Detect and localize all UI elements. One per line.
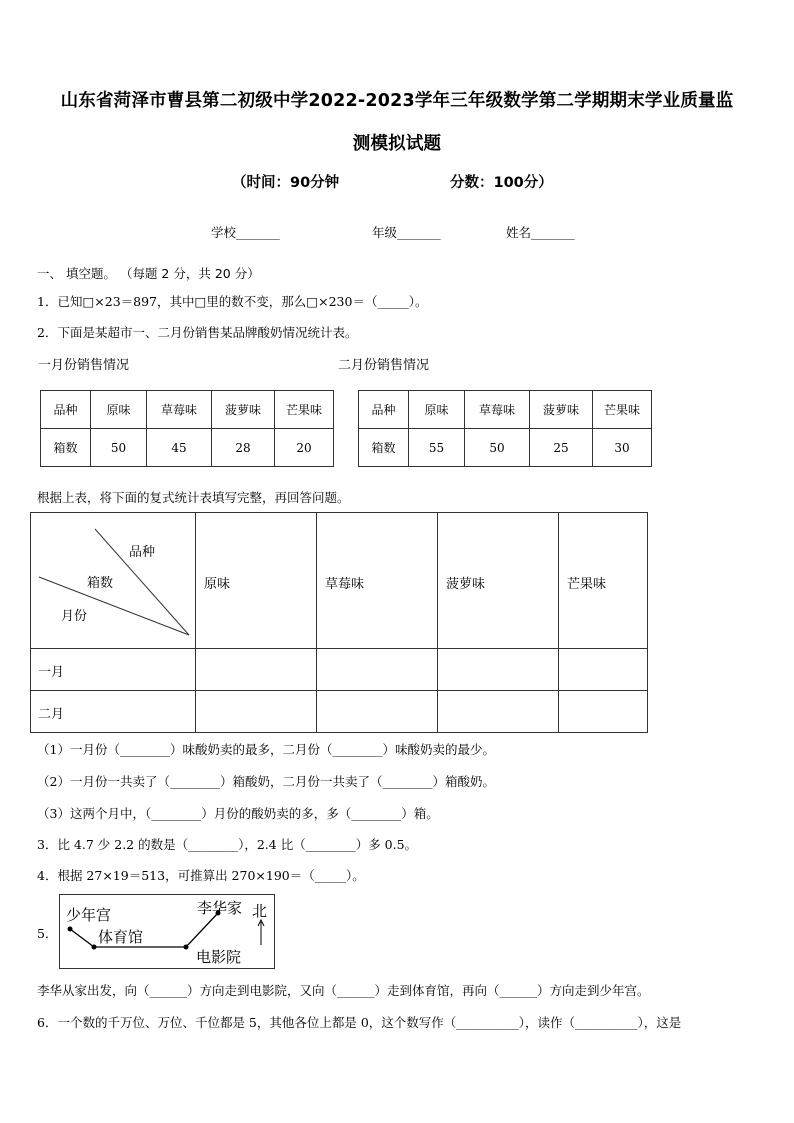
label-tiyuguan: 体育馆 bbox=[98, 928, 144, 946]
table-cell: 20 bbox=[275, 429, 334, 467]
column-header: 原味 bbox=[196, 513, 317, 649]
table-header-cell: 芒果味 bbox=[593, 391, 652, 429]
blank-cell[interactable] bbox=[438, 691, 559, 733]
question-2: 2．下面是某超市一、二月份销售某品牌酸奶情况统计表。 bbox=[37, 325, 358, 340]
column-header: 菠萝味 bbox=[438, 513, 559, 649]
label-shaoniangong: 少年宫 bbox=[66, 906, 112, 924]
table-cell: 箱数 bbox=[359, 429, 409, 467]
question-2-part-3: （3）这两个月中，（________）月份的酸奶卖的多，多（________）箱。 bbox=[37, 806, 439, 821]
table-cell: 45 bbox=[147, 429, 212, 467]
blank-cell[interactable] bbox=[317, 691, 438, 733]
page-title-line1: 山东省菏泽市曹县第二初级中学2022-2023学年三年级数学第二学期期末学业质量监 bbox=[60, 91, 734, 111]
name-field[interactable]: 姓名_______ bbox=[506, 225, 575, 240]
table-cell: 50 bbox=[91, 429, 147, 467]
jan-table-caption: 一月份销售情况 bbox=[38, 358, 130, 373]
blank-cell[interactable] bbox=[559, 649, 648, 691]
row-header-jan: 一月 bbox=[31, 649, 196, 691]
diagonal-header-cell bbox=[31, 513, 196, 649]
table-header-cell: 原味 bbox=[91, 391, 147, 429]
feb-table-caption: 二月份销售情况 bbox=[338, 358, 430, 373]
blank-cell[interactable] bbox=[196, 691, 317, 733]
jan-sales-table bbox=[40, 390, 334, 467]
question-2-part-2: （2）一月份一共卖了（________）箱酸奶，二月份一共卖了（________）箱酸奶。 bbox=[37, 774, 495, 789]
table-header-cell: 草莓味 bbox=[147, 391, 212, 429]
school-field[interactable]: 学校_______ bbox=[211, 225, 280, 240]
table-header-cell: 原味 bbox=[409, 391, 465, 429]
feb-sales-table bbox=[358, 390, 652, 467]
combined-stats-table bbox=[30, 512, 648, 733]
table-header-cell: 菠萝味 bbox=[212, 391, 275, 429]
label-lihuajia: 李华家 bbox=[197, 899, 243, 917]
table-header-cell: 品种 bbox=[41, 391, 91, 429]
table-header-cell: 品种 bbox=[359, 391, 409, 429]
exam-score: 分数：100分） bbox=[450, 175, 553, 191]
diag-label-kind: 品种 bbox=[129, 545, 156, 560]
question-5-number: 5． bbox=[37, 926, 58, 941]
table-cell: 箱数 bbox=[41, 429, 91, 467]
question-6: 6．一个数的千万位、万位、千位都是 5，其他各位上都是 0，这个数写作（__________），读作（__________），这是 bbox=[37, 1015, 682, 1030]
blank-cell[interactable] bbox=[317, 649, 438, 691]
route-map bbox=[59, 894, 275, 969]
exam-time: （时间：90分钟 bbox=[232, 175, 340, 191]
table-header-cell: 草莓味 bbox=[465, 391, 530, 429]
table-cell: 55 bbox=[409, 429, 465, 467]
table-cell: 50 bbox=[465, 429, 530, 467]
table-header-cell: 芒果味 bbox=[275, 391, 334, 429]
table-header-cell: 菠萝味 bbox=[530, 391, 593, 429]
diag-label-count: 箱数 bbox=[87, 576, 114, 591]
north-arrow-label: 北 bbox=[252, 902, 268, 920]
label-dianyingyuan: 电影院 bbox=[196, 948, 242, 966]
row-header-feb: 二月 bbox=[31, 691, 196, 733]
column-header: 芒果味 bbox=[559, 513, 648, 649]
question-2-part-1: （1）一月份（________）味酸奶卖的最多，二月份（________）味酸奶卖的最少。 bbox=[37, 742, 495, 757]
blank-cell[interactable] bbox=[559, 691, 648, 733]
grade-field[interactable]: 年级_______ bbox=[372, 225, 441, 240]
table-cell: 30 bbox=[593, 429, 652, 467]
diag-label-month: 月份 bbox=[61, 609, 88, 624]
section-heading: 一、 填空题。 （每题 2 分，共 20 分） bbox=[37, 266, 260, 281]
blank-cell[interactable] bbox=[196, 649, 317, 691]
table-cell: 28 bbox=[212, 429, 275, 467]
question-2-instruction: 根据上表，将下面的复式统计表填写完整，再回答问题。 bbox=[37, 490, 350, 505]
blank-cell[interactable] bbox=[438, 649, 559, 691]
question-4: 4．根据 27×19＝513，可推算出 270×190＝（_____）。 bbox=[37, 868, 365, 883]
question-5-text: 李华从家出发，向（______）方向走到电影院，又向（______）走到体育馆，再向（______）方向走到少年宫。 bbox=[37, 983, 650, 998]
column-header: 草莓味 bbox=[317, 513, 438, 649]
question-1: 1．已知□×23＝897，其中□里的数不变，那么□×230＝（_____）。 bbox=[37, 294, 428, 309]
page-title-line2: 测模拟试题 bbox=[352, 134, 442, 154]
table-cell: 25 bbox=[530, 429, 593, 467]
question-3: 3．比 4.7 少 2.2 的数是（________），2.4 比（________）多 0.5。 bbox=[37, 837, 418, 852]
